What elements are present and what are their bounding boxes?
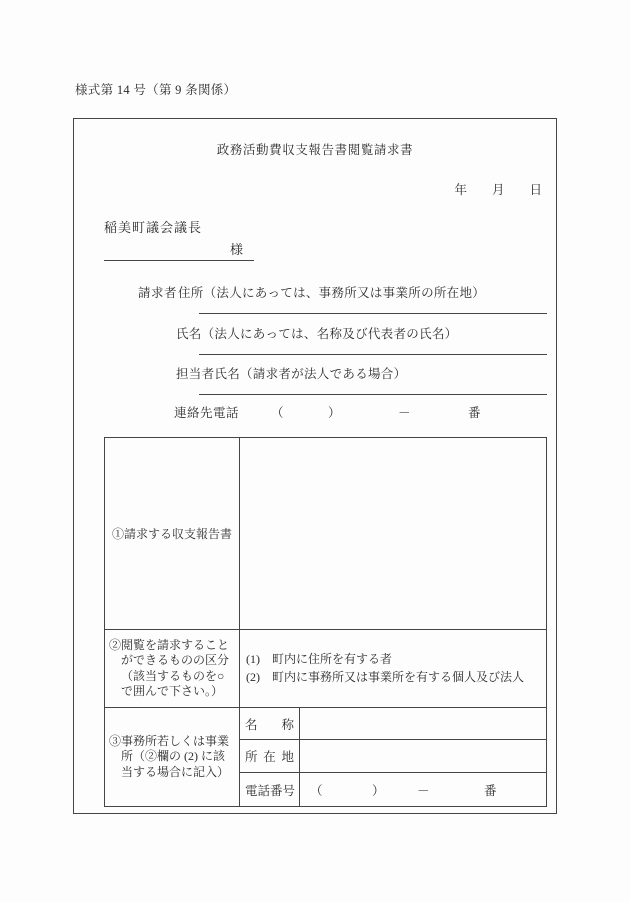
eligibility-option-1: (1) 町内に住所を有する者	[246, 652, 392, 666]
office-phone-ban-suffix: 番	[484, 783, 497, 798]
table-row-report	[105, 438, 547, 630]
addressee-name: 稲美町議会議長	[104, 220, 203, 235]
eligibility-label-line: ②閲覧を請求すること	[109, 637, 230, 652]
office-address-label: 所在地	[240, 740, 300, 773]
form-border-box	[73, 118, 557, 814]
office-phone-dash: －	[417, 783, 430, 798]
agent-name-label: 担当者氏名（請求者が法人である場合）	[176, 367, 407, 381]
office-name-label: 名称	[240, 708, 300, 740]
requester-name-label: 氏名（法人にあっては、名称及び代表者の氏名）	[176, 327, 458, 341]
office-name-input-area	[300, 708, 547, 740]
eligibility-label	[105, 630, 240, 708]
phone-close-paren: ）	[328, 406, 341, 420]
table-row-eligibility	[105, 630, 547, 708]
phone-ban-suffix: 番	[468, 406, 481, 420]
form-title: 政務活動費収支報告書閲覧請求書	[216, 143, 414, 157]
eligibility-options	[240, 630, 547, 708]
name-fill-line	[199, 354, 547, 355]
office-phone-open-paren: （	[310, 783, 323, 798]
date-line: 年 月 日	[454, 183, 542, 197]
report-request-label: ①請求する収支報告書	[105, 438, 240, 630]
honorific-sama: 様	[229, 242, 243, 257]
eligibility-label-line: で囲んで下さい。）	[121, 684, 224, 698]
office-label-line: ③事務所若しくは事業	[109, 733, 230, 748]
form-number: 様式第 14 号（第 9 条関係）	[75, 83, 237, 97]
phone-dash: －	[398, 406, 411, 420]
table-row-office-name	[105, 708, 547, 740]
office-phone-label: 電話番号	[240, 773, 300, 807]
request-table	[104, 437, 547, 807]
contact-phone-row	[74, 403, 556, 421]
office-phone-close-paren: ）	[372, 783, 385, 798]
requester-address-label: 住所（法人にあっては、事務所又は事業所の所在地）	[178, 286, 486, 300]
phone-open-paren: （	[271, 406, 284, 420]
report-request-input-area	[240, 438, 547, 630]
agent-fill-line	[199, 394, 547, 395]
office-section-label	[105, 708, 240, 807]
address-fill-line	[199, 313, 547, 314]
eligibility-label-line: （該当するものを○	[121, 668, 225, 683]
eligibility-option-2: (2) 町内に事務所又は事業所を有する個人及び法人	[246, 669, 524, 684]
office-label-line: 当する場合に記入）	[121, 764, 230, 779]
eligibility-label-line: ができるものの区分	[121, 653, 230, 667]
addressee-underline	[104, 239, 254, 261]
office-label-line: 所（②欄の (2) に該	[121, 749, 225, 764]
requester-label: 請求者	[138, 286, 178, 300]
office-phone-input-area	[300, 773, 547, 807]
contact-phone-label: 連絡先電話	[174, 406, 240, 420]
office-address-input-area	[300, 740, 547, 773]
